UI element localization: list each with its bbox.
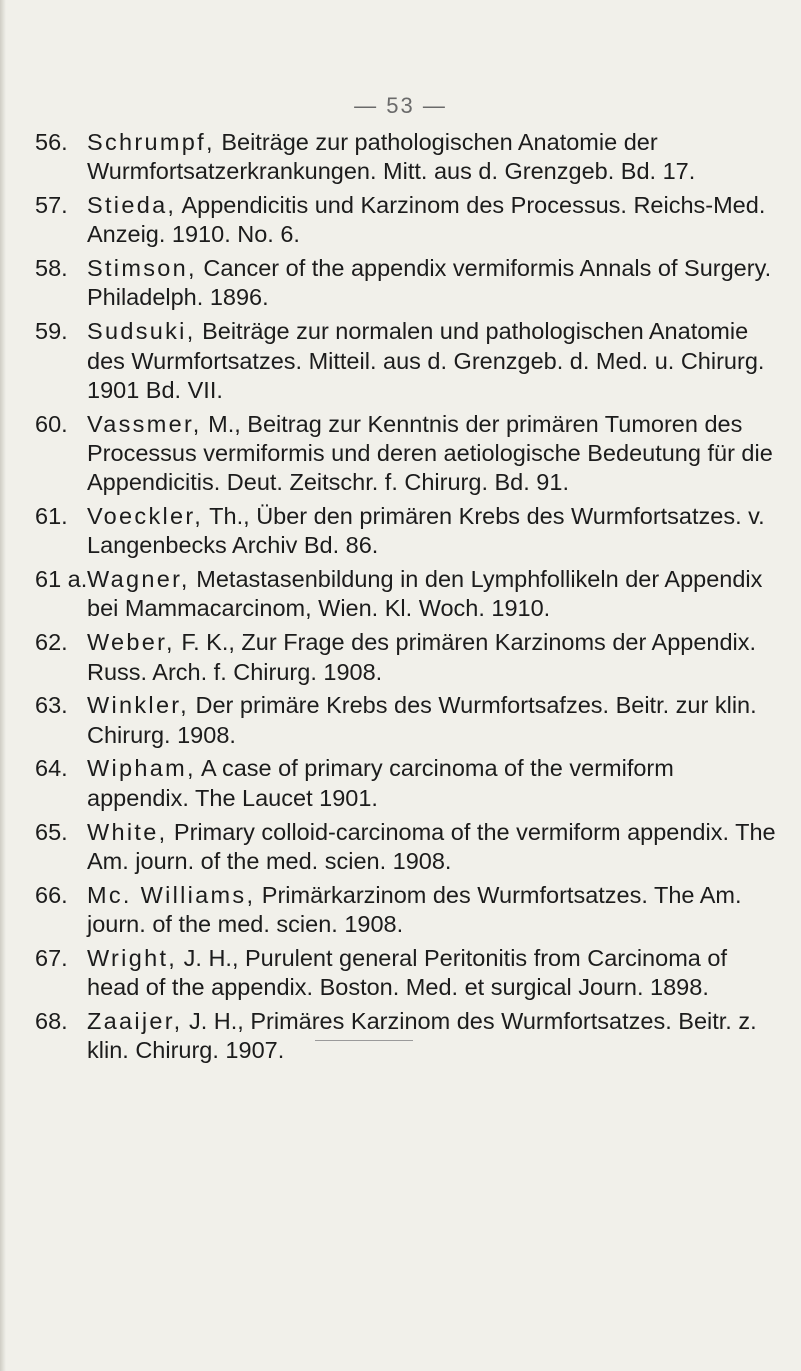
reference-author: Stieda, xyxy=(87,192,177,219)
reference-text: Der primäre Krebs des Wurmfortsafzes. Beitr. zur klin. Chirurg. 1908. xyxy=(87,692,757,748)
reference-item xyxy=(0,317,801,405)
reference-author: Wright, xyxy=(87,944,178,971)
reference-item xyxy=(0,944,801,1003)
reference-number: 61. xyxy=(35,503,68,530)
reference-number: 61 a. xyxy=(35,566,88,593)
reference-text: Cancer of the appendix vermiformis Annals of Surgery. Philadelph. 1896. xyxy=(87,255,772,311)
reference-text: F. K., Zur Frage des primären Karzinoms der Appendix. Russ. Arch. f. Chirurg. 1908. xyxy=(87,629,757,685)
divider-rule xyxy=(315,1040,413,1041)
reference-item xyxy=(0,881,801,940)
reference-text: J. H., Primäres Karzinom des Wurmfortsatzes. Beitr. z. klin. Chirurg. 1907. xyxy=(87,1007,757,1064)
reference-item xyxy=(0,410,801,498)
reference-text: M., Beitrag zur Kenntnis der primären Tumoren des Processus vermiformis und deren aetiologische Bedeutung für die Appendicitis. Deut. Zeitschr. f. Chirurg. Bd. 91. xyxy=(87,410,773,496)
reference-author: White, xyxy=(87,818,168,845)
reference-item xyxy=(0,691,801,750)
reference-number: 66. xyxy=(35,881,68,908)
reference-number: 63. xyxy=(35,692,68,719)
page-number: — 53 — xyxy=(354,93,447,118)
reference-text: Appendicitis und Karzinom des Processus. Reichs-Med. Anzeig. 1910. No. 6. xyxy=(87,192,766,248)
reference-text: Th., Über den primären Krebs des Wurmfortsatzes. v. Langenbecks Archiv Bd. 86. xyxy=(87,503,765,559)
reference-list xyxy=(0,128,801,1070)
reference-number: 64. xyxy=(35,755,68,782)
reference-number: 56. xyxy=(35,129,68,155)
reference-item xyxy=(0,818,801,877)
reference-text: Primärkarzinom des Wurmfortsatzes. The Am. journ. of the med. scien. 1908. xyxy=(87,881,742,937)
reference-text: Beiträge zur normalen und pathologischen Anatomie des Wurmfortsatzes. Mitteil. aus d. Grenzgeb. d. Med. u. Chirurg. 1901 Bd. VII. xyxy=(87,318,765,403)
reference-number: 59. xyxy=(35,318,68,345)
reference-text: A case of primary carcinoma of the vermiform appendix. The Laucet 1901. xyxy=(87,755,674,811)
reference-item xyxy=(0,565,801,624)
reference-item xyxy=(0,628,801,687)
reference-item xyxy=(0,128,801,187)
reference-number: 68. xyxy=(35,1007,68,1034)
reference-item xyxy=(0,1007,801,1066)
reference-author: Voeckler, xyxy=(87,503,204,530)
reference-text: Primary colloid-carcinoma of the vermiform appendix. The Am. journ. of the med. scien. 1908. xyxy=(87,818,776,874)
reference-text: Beiträge zur pathologischen Anatomie der Wurmfortsatzerkrankungen. Mitt. aus d. Grenzgeb. Bd. 17. xyxy=(87,129,696,185)
reference-number: 60. xyxy=(35,410,68,437)
reference-text: J. H., Purulent general Peritonitis from Carcinoma of head of the appendix. Boston. Med. et surgical Journ. 1898. xyxy=(87,944,727,1001)
reference-item xyxy=(0,754,801,813)
reference-author: Sudsuki, xyxy=(87,318,196,345)
reference-author: Weber, xyxy=(87,629,175,656)
reference-number: 65. xyxy=(35,818,68,845)
reference-item xyxy=(0,502,801,561)
reference-author: Winkler, xyxy=(87,692,189,719)
reference-item xyxy=(0,254,801,313)
reference-author: Zaaijer, xyxy=(87,1007,183,1034)
reference-number: 62. xyxy=(35,629,68,656)
reference-author: Mc. Williams, xyxy=(87,881,256,908)
reference-author: Wagner, xyxy=(87,566,190,593)
reference-text: Metastasenbildung in den Lymphfollikeln der Appendix bei Mammacarcinom, Wien. Kl. Woch. 1910. xyxy=(87,566,763,622)
reference-author: Schrumpf, xyxy=(87,129,215,155)
reference-number: 57. xyxy=(35,192,68,219)
reference-author: Vassmer, xyxy=(87,410,202,437)
reference-item xyxy=(0,191,801,250)
reference-author: Wipham, xyxy=(87,755,196,782)
reference-author: Stimson, xyxy=(87,255,197,282)
reference-number: 67. xyxy=(35,944,68,971)
reference-number: 58. xyxy=(35,255,68,282)
